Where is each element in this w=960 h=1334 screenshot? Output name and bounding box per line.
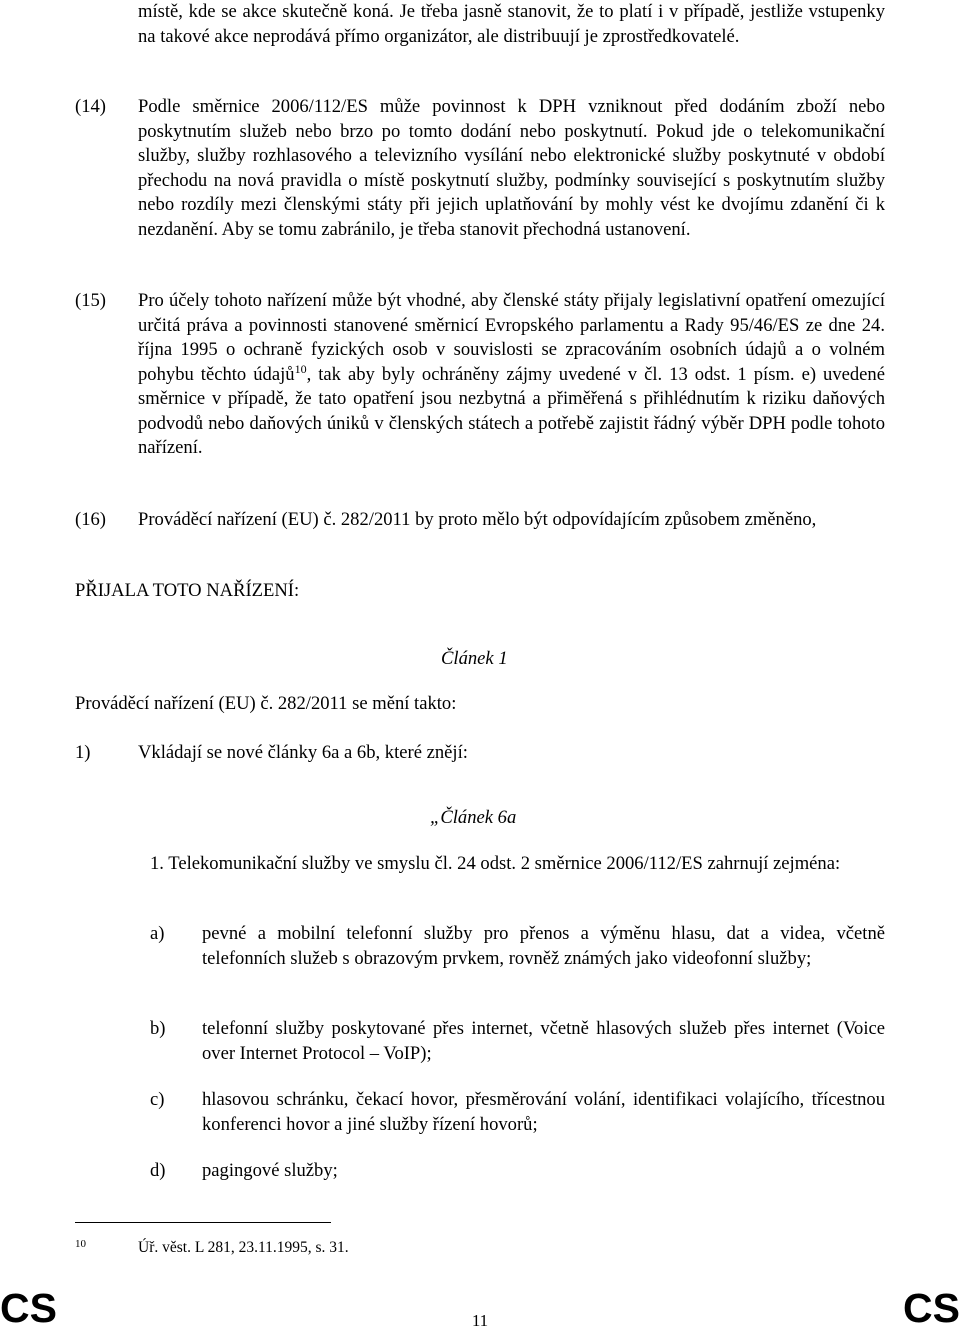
list-item (150, 1088, 885, 1137)
footnote-separator (75, 1222, 331, 1223)
article-6a-paragraph (150, 852, 885, 877)
list-item-label: d) (150, 1160, 166, 1181)
adoption-formula: PŘIJALA TOTO NAŘÍZENÍ: (75, 580, 300, 601)
recital-text: Prováděcí nařízení (EU) č. 282/2011 by proto mělo být odpovídajícím způsobem změněno, (138, 509, 817, 530)
article-1-point-number: 1) (75, 742, 91, 763)
list-item-text: pagingové služby; (202, 1160, 338, 1181)
recital-16 (75, 508, 885, 533)
recital-number: (16) (75, 509, 106, 530)
recital-text-part: Pro účely tohoto nařízení může být vhodné, aby členské státy přijaly legislativní opatření omezující určitá práva a povinnosti stanovené směrnicí Evropského parlamentu a Rady 95/46/ES ze dne 24. října 1995 o ochraně fyzických osob v souvislosti se zpracováním osobních údajů a o volném pohybu těchto údajů (138, 290, 885, 385)
list-item-label: a) (150, 923, 165, 944)
footnote-reference: 10 (294, 361, 307, 376)
language-code-right: CS (903, 1285, 960, 1331)
recital-number: (14) (75, 96, 106, 117)
recital-text (138, 289, 885, 461)
list-item-label: c) (150, 1089, 165, 1110)
list-item (150, 1017, 885, 1066)
article-6a-paragraph-text: 1. Telekomunikační služby ve smyslu čl. 24 odst. 2 směrnice 2006/112/ES zahrnují zejména: (150, 853, 841, 874)
page-number: 11 (471, 1311, 489, 1330)
footnote-number: 10 (75, 1238, 86, 1250)
recital-text: Podle směrnice 2006/112/ES může povinnost k DPH vzniknout před dodáním zboží nebo poskytnutím služeb nebo brzo po tomto dodání nebo poskytnutí. Pokud jde o telekomunikační služby, služby rozhlasového a televizního vysílání nebo elektronické služby poskytnuté v období přechodu na nová pravidla o místě poskytnutí služby, podmínky související s poskytnutím služby nebo rozdíly mezi členskými státy při jejich uplatňování by mohly vést ke dvojímu zdanění či k nezdanění. Aby se tomu zabránilo, je třeba stanovit přechodná ustanovení. (138, 96, 885, 240)
article-1-intro: Prováděcí nařízení (EU) č. 282/2011 se mění takto: (75, 693, 457, 714)
list-item (150, 1159, 885, 1184)
list-item-label: b) (150, 1018, 166, 1039)
list-item-text: pevné a mobilní telefonní služby pro přenos a výměnu hlasu, dat a videa, včetně telefonních služeb s obrazovým prvkem, rovněž známých jako videofonní služby; (202, 923, 885, 969)
list-item-text: telefonní služby poskytované přes internet, včetně hlasových služeb přes internet (Voice over Internet Protocol – VoIP); (202, 1018, 885, 1064)
article-1-point-text: Vkládají se nové články 6a a 6b, které znějí: (138, 742, 468, 763)
language-code-left: CS (0, 1285, 57, 1331)
recital-15 (75, 289, 885, 461)
recital-text-part: , tak aby byly ochráněny zájmy uvedené v čl. 13 odst. 1 písm. e) uvedené směrnice v případě, že tato opatření jsou nezbytná a přiměřená s přihlédnutím k riziku daňových podvodů nebo daňových úniků v členských státech a potřebě zajistit řádný výběr DPH podle tohoto nařízení. (138, 363, 885, 458)
footnote-text: Úř. věst. L 281, 23.11.1995, s. 31. (138, 1239, 349, 1256)
intro-text: místě, kde se akce skutečně koná. Je třeba jasně stanovit, že to platí i v případě, jestliže vstupenky na takové akce neprodává přímo organizátor, ale distribuují je zprostředkovatelé. (138, 1, 885, 47)
article-1-title: Článek 1 (441, 648, 508, 669)
list-item (150, 922, 885, 971)
article-6a-title: „Článek 6a (430, 807, 517, 828)
recital-number: (15) (75, 290, 106, 311)
intro-paragraph (75, 0, 885, 49)
recital-14 (75, 95, 885, 242)
list-item-text: hlasovou schránku, čekací hovor, přesměrování volání, identifikaci volajícího, třícestnou konferenci hovor a jiné služby řízení hovorů; (202, 1089, 885, 1135)
